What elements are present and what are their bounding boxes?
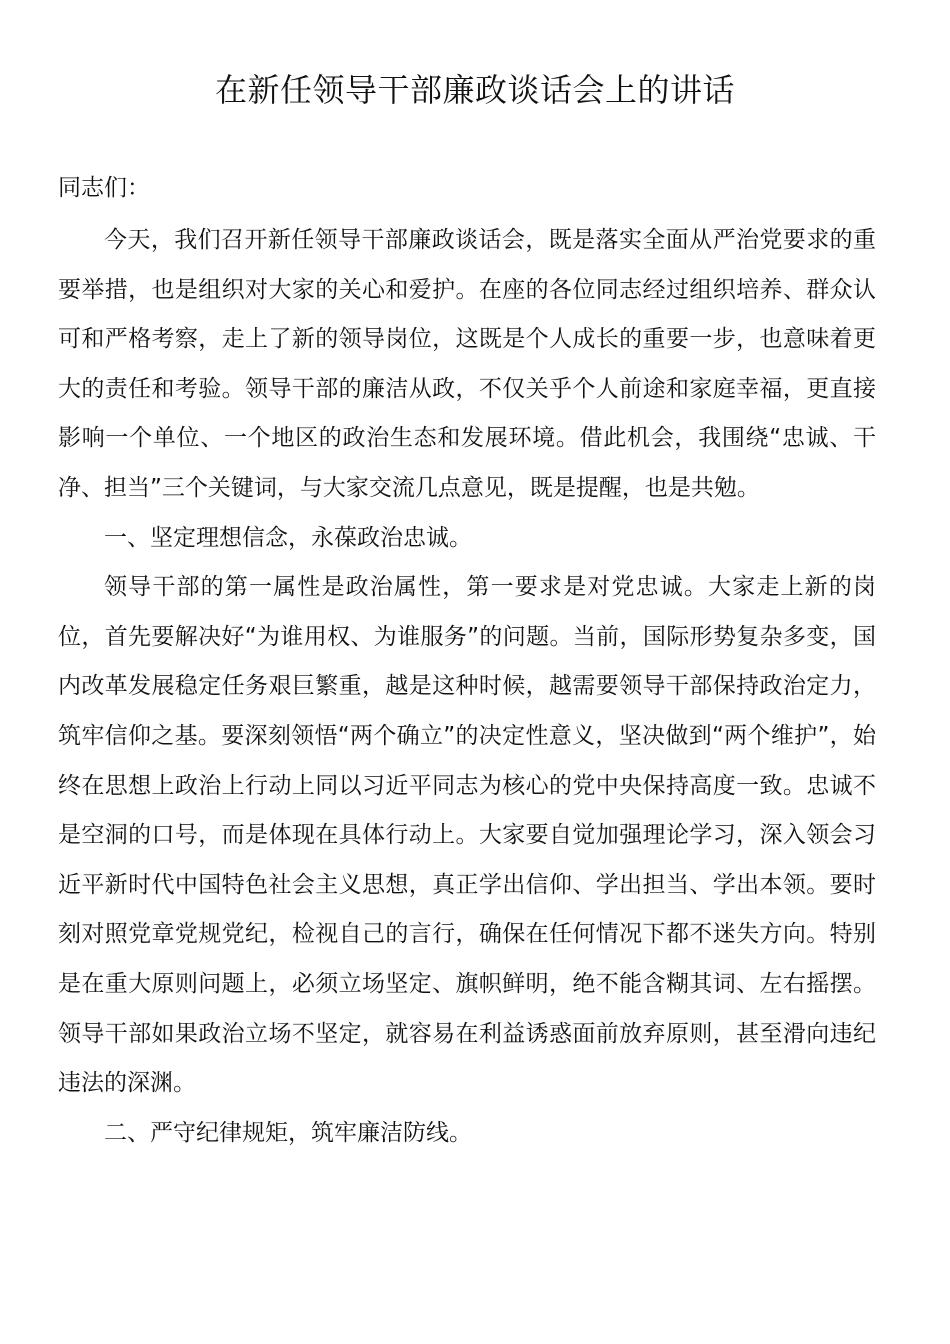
salutation: 同志们： <box>58 175 150 201</box>
document-title: 在新任领导干部廉政谈话会上的讲话 <box>214 71 735 109</box>
section-heading-2: 二、严守纪律规矩，筑牢廉洁防线。 <box>104 1119 472 1146</box>
document-body <box>58 216 876 1158</box>
section-heading-1: 一、坚定理想信念，永葆政治忠诚。 <box>104 524 472 551</box>
paragraph-intro: 今天，我们召开新任领导干部廉政谈话会，既是落实全面从严治党要求的重要举措，也是组织对大家的关心和爱护。在座的各位同志经过组织培养、群众认可和严格考察，走上了新的领导岗位，这既是个人成长的重要一步，也意味着更大的责任和考验。领导干部的廉洁从政，不仅关乎个人前途和家庭幸福，更直接影响一个单位、一个地区的政治生态和发展环境。借此机会，我围绕“忠诚、干净、担当”三个关键词，与大家交流几点意见，既是提醒，也是共勉。 <box>58 227 876 501</box>
paragraph-section-1: 领导干部的第一属性是政治属性，第一要求是对党忠诚。大家走上新的岗位，首先要解决好“为谁用权、为谁服务”的问题。当前，国际形势复杂多变，国内改革发展稳定任务艰巨繁重，越是这种时候，越需要领导干部保持政治定力，筑牢信仰之基。要深刻领悟“两个确立”的决定性意义，坚决做到“两个维护”，始终在思想上政治上行动上同以习近平同志为核心的党中央保持高度一致。忠诚不是空洞的口号，而是体现在具体行动上。大家要自觉加强理论学习，深入领会习近平新时代中国特色社会主义思想，真正学出信仰、学出担当、学出本领。要时刻对照党章党规党纪，检视自己的言行，确保在任何情况下都不迷失方向。特别是在重大原则问题上，必须立场坚定、旗帜鲜明，绝不能含糊其词、左右摇摆。领导干部如果政治立场不坚定，就容易在利益诱惑面前放弃原则，甚至滑向违纪违法的深渊。 <box>58 574 876 1097</box>
